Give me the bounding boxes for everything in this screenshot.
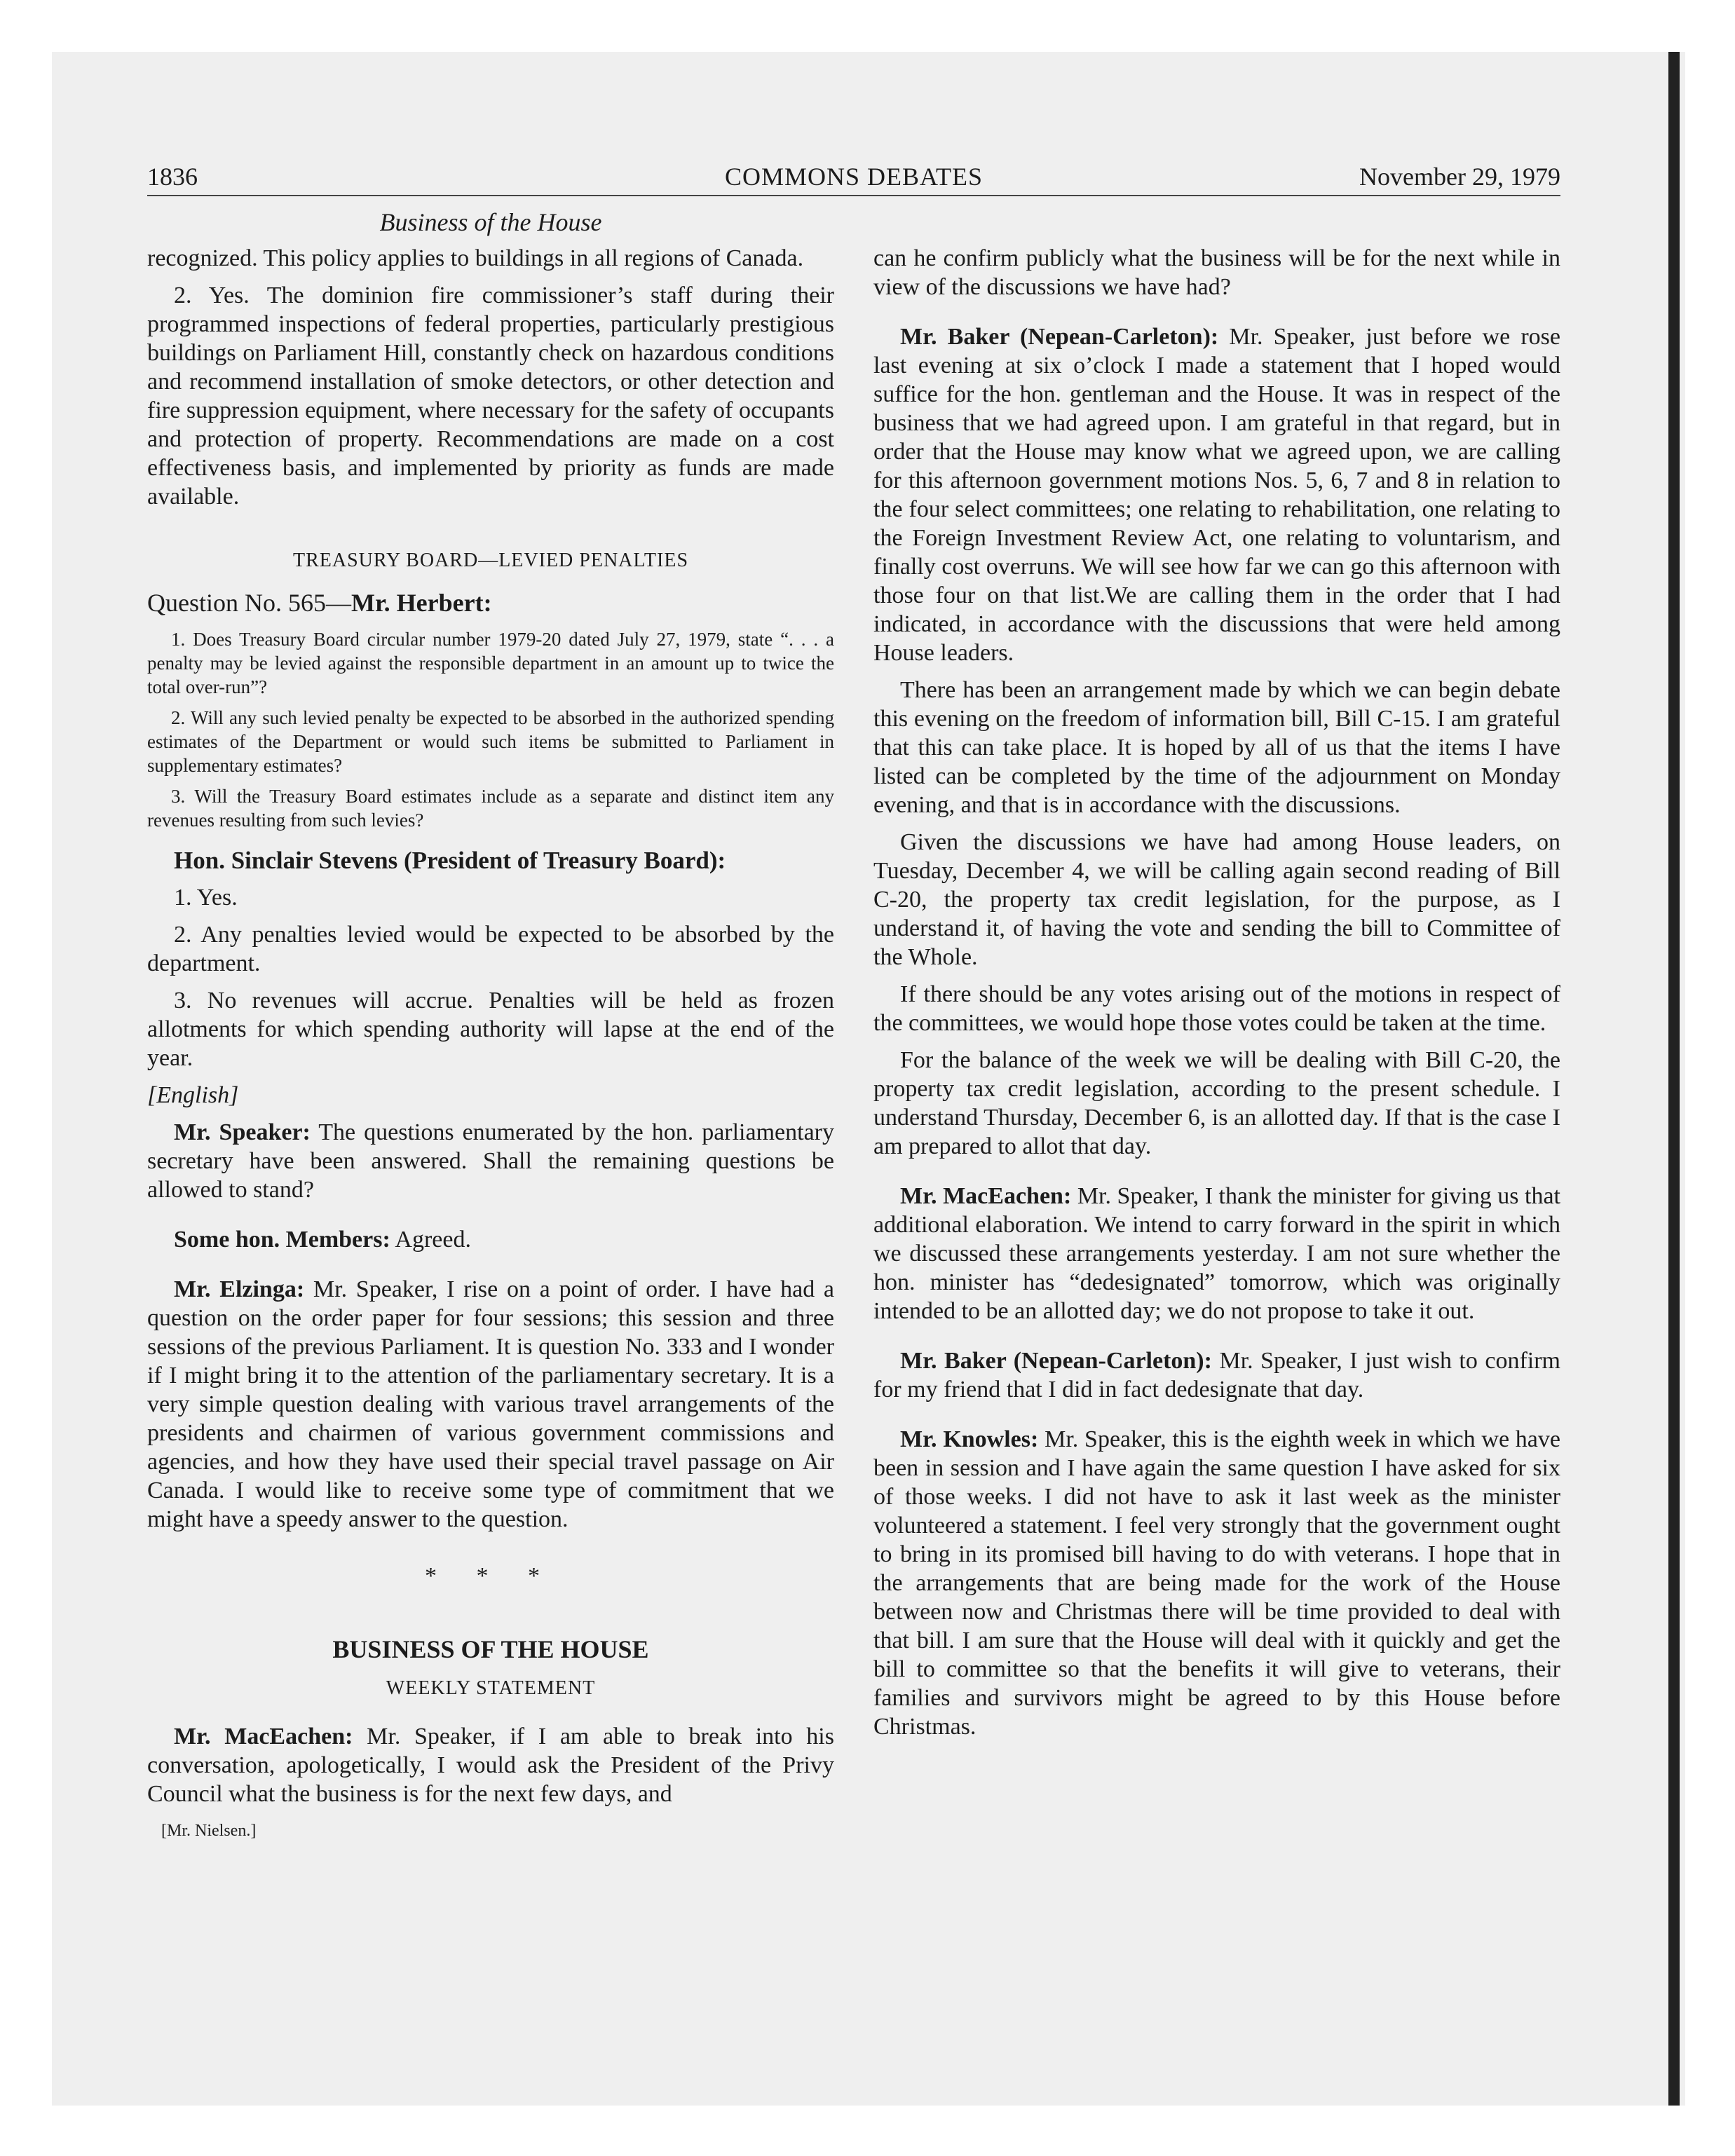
- page-date: November 29, 1979: [1359, 163, 1560, 191]
- speech-text: Mr. Speaker, I thank the minister for giving us that additional elaboration. We intend to carry forward in the spirit in which we discussed these arrangements yesterday. I am not sure whether the hon. minister has “dedesignated” tomorrow, which was originally intended to be an allotted day; we do not propose to take it out.: [873, 1183, 1560, 1324]
- paragraph: There has been an arrangement made by which we can begin debate this evening on the freedom of information bill, Bill C-15. I am grateful that this can take place. It is hoped by all of us that the items I have listed can be completed by the time of the adjournment on Monday evening, and that is in accordance with the discussions.: [873, 677, 1560, 818]
- speaker-name: Mr. Speaker:: [174, 1119, 311, 1145]
- footnote: [Mr. Nielsen.]: [161, 1822, 257, 1840]
- section-heading: TREASURY BOARD—LEVIED PENALTIES: [292, 550, 689, 571]
- question-item: 2. Will any such levied penalty be expected to be absorbed in the authorized spending estimates of the Department or would such items be submitted to Parliament in supplementary estimates?: [147, 707, 834, 776]
- speech: [147, 1225, 834, 1254]
- question-speaker: Mr. Herbert:: [351, 589, 492, 617]
- publication-title: COMMONS DEBATES: [724, 163, 984, 191]
- paragraph: recognized. This policy applies to buildings in all regions of Canada.: [147, 245, 804, 271]
- section-divider: * * *: [425, 1563, 557, 1589]
- answer-item: 2. Any penalties levied would be expected to be absorbed by the department.: [147, 922, 834, 976]
- speech-text: Agreed.: [395, 1227, 471, 1253]
- paragraph: If there should be any votes arising out of the motions in respect of the committees, we would hope those votes could be taken at the time.: [873, 981, 1560, 1036]
- paragraph: Given the discussions we have had among House leaders, on Tuesday, December 4, we will be calling again second reading of Bill C-20, the property tax credit legislation, for the purpose, as I understand it, of having the vote and sending the bill to Committee of the Whole.: [873, 829, 1560, 970]
- language-marker: [English]: [147, 1082, 239, 1108]
- speech: [873, 1425, 1560, 1741]
- speech: [873, 1182, 1560, 1325]
- question-item: 3. Will the Treasury Board estimates include as a separate and distinct item any revenues resulting from such levies?: [147, 786, 834, 831]
- speech-text: Mr. Speaker, if I am able to break into his conversation, apologetically, I would ask the President of the Privy Council what the business is for the next few days, and: [147, 1724, 834, 1807]
- speaker-name: Mr. Knowles:: [900, 1426, 1039, 1452]
- speech-text: Mr. Speaker, this is the eighth week in which we have been in session and I have again the same question I have asked for six of those weeks. I did not have to ask it last week as the minister volunteered a statement. I feel very strongly that the government ought to bring in its promised bill having to do with veterans. I hope that in the arrangements that are being made for the work of the House between now and Christmas there will be time provided to deal with that bill. I am sure that the House will deal with it quickly and get the bill to committee so that the benefits it will give to veterans, their families and survivors might be agreed to by this House before Christmas.: [873, 1426, 1560, 1740]
- speech: [147, 1118, 834, 1204]
- section-subtitle: WEEKLY STATEMENT: [386, 1677, 596, 1699]
- speech: [147, 1275, 834, 1534]
- speech-text: Mr. Speaker, just before we rose last evening at six o’clock I made a statement that I hoped would suffice for the hon. gentleman and the House. It was in respect of the business that we had agreed upon. I am grateful in that regard, but in order that the House may know what we agreed upon, we are calling for this afternoon government motions Nos. 5, 6, 7 and 8 in relation to the four select committees; one relating to rehabilitation, one relating to the Foreign Investment Review Act, one relating to voluntarism, and finally cost overruns. We will see how far we can go this afternoon with those four on that list.We are calling them in the order that I had indicated, in accordance with the discussions that were held among House leaders.: [873, 324, 1560, 666]
- answer-item: 1. Yes.: [174, 885, 238, 910]
- right-column: [873, 244, 1560, 1749]
- running-head: Business of the House: [379, 208, 602, 236]
- speech-text: The questions enumerated by the hon. parliamentary secretary have been answered. Shall the remaining questions be allowed to stand?: [147, 1119, 834, 1203]
- paragraph: For the balance of the week we will be dealing with Bill C-20, the property tax credit legislation, according to the present schedule. I understand Thursday, December 6, is an allotted day. If that is the case I am prepared to allot that day.: [873, 1047, 1560, 1159]
- speaker-name: Mr. Baker (Nepean-Carleton):: [900, 1348, 1212, 1374]
- question-item: 1. Does Treasury Board circular number 1979-20 dated July 27, 1979, state “. . . a penalty may be levied against the responsible department in an amount up to twice the total over-run”?: [147, 629, 834, 697]
- left-column: [147, 244, 834, 1854]
- paragraph: 2. Yes. The dominion fire commissioner’s staff during their programmed inspections of federal properties, particularly prestigious buildings on Parliament Hill, constantly check on hazardous conditions and recommend installation of smoke detectors, or other detection and fire suppression equipment, where necessary for the safety of occupants and protection of property. Recommendations are made on a cost effectiveness basis, and implemented by priority as funds are made available.: [147, 282, 834, 510]
- answer-item: 3. No revenues will accrue. Penalties will be held as frozen allotments for which spending authority will lapse at the end of the year.: [147, 988, 834, 1071]
- speech-text: Mr. Speaker, I just wish to confirm for my friend that I did in fact dedesignate that day.: [873, 1348, 1560, 1403]
- speaker-name: Mr. MacEachen:: [174, 1724, 353, 1749]
- page-header: [147, 158, 1560, 196]
- scan-edge-bar: [1668, 52, 1680, 2106]
- speaker-name: Mr. Elzinga:: [174, 1276, 305, 1302]
- question-line: [147, 589, 834, 618]
- section-title: BUSINESS OF THE HOUSE: [332, 1635, 649, 1663]
- speaker-name: Mr. MacEachen:: [900, 1183, 1072, 1209]
- speaker-name: Mr. Baker (Nepean-Carleton):: [900, 324, 1219, 350]
- speaker-name: Some hon. Members:: [174, 1227, 390, 1253]
- speech: [873, 322, 1560, 667]
- page-number: 1836: [147, 163, 198, 191]
- question-label: Question No. 565—: [147, 589, 351, 617]
- paragraph: can he confirm publicly what the business will be for the next while in view of the discussions we have had?: [873, 245, 1560, 300]
- speech: [147, 1722, 834, 1808]
- answer-speaker: Hon. Sinclair Stevens (President of Treasury Board):: [174, 847, 726, 874]
- speech-text: Mr. Speaker, I rise on a point of order. I have had a question on the order paper for four sessions; this session and three sessions of the previous Parliament. It is question No. 333 and I wonder if I might bring it to the attention of the parliamentary secretary. It is a very simple question dealing with various travel arrangements of the presidents and chairmen of various government commissions and agencies, and how they have used their special travel passage on Air Canada. I would like to receive some type of commitment that we might have a speedy answer to the question.: [147, 1276, 835, 1532]
- speech: [873, 1346, 1560, 1404]
